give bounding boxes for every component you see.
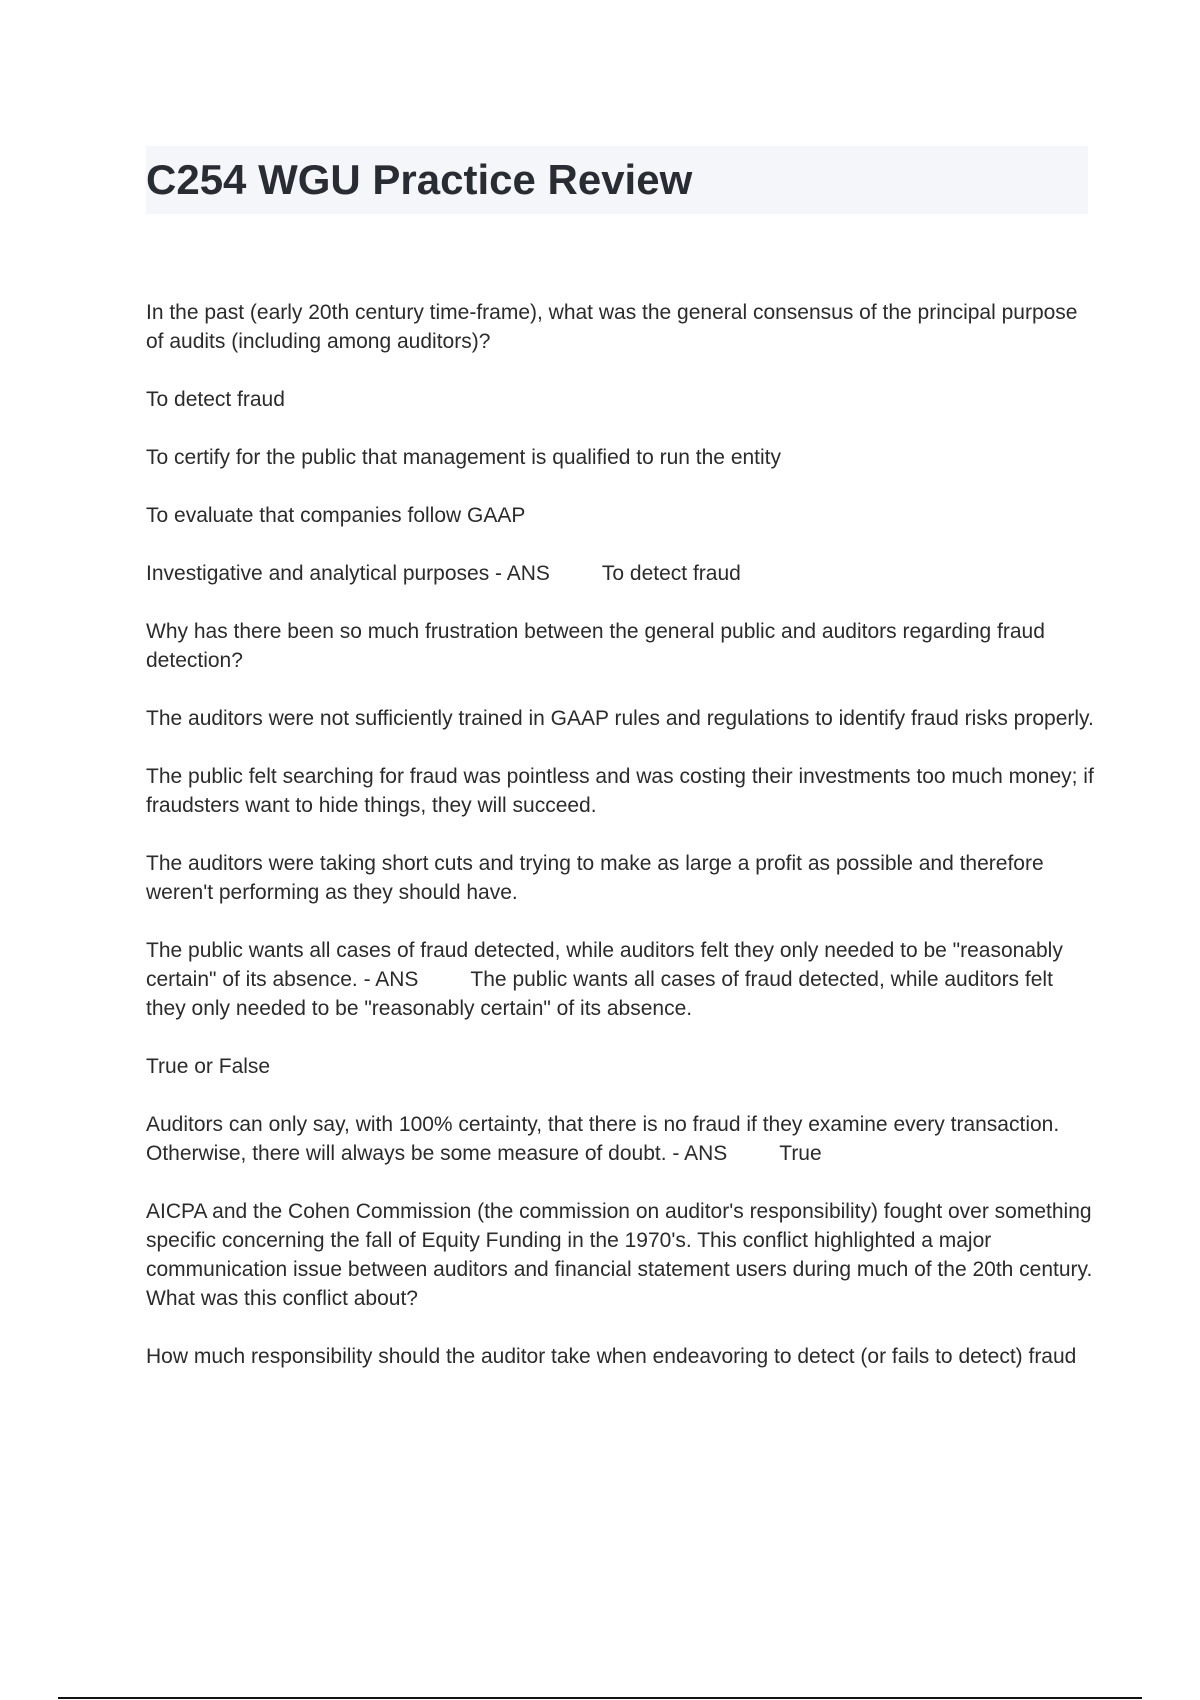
question-3-statement: Auditors can only say, with 100% certainty, that there is no fraud if they examine every transaction. Otherwise, there will always be some measure of doubt. - ANS	[146, 1113, 1060, 1165]
question-1-option-4: Investigative and analytical purposes - ANS	[146, 562, 550, 585]
question-2-option-1: The auditors were not sufficiently trained in GAAP rules and regulations to identify fraud risks properly.	[146, 707, 1094, 730]
question-1-text: In the past (early 20th century time-frame), what was the general consensus of the principal purpose of audits (including among auditors)?	[146, 301, 1078, 353]
question-2-option-4-with-answer	[146, 936, 1096, 1023]
question-1-answer: To detect fraud	[601, 562, 741, 585]
document-body	[146, 298, 1096, 1400]
question-3-answer: True	[779, 1142, 822, 1165]
question-1-option-3: To evaluate that companies follow GAAP	[146, 504, 526, 527]
question-3-statement-with-answer	[146, 1110, 1096, 1168]
title-banner	[146, 146, 1088, 214]
footer-divider	[58, 1697, 1142, 1699]
question-1-option-2: To certify for the public that management is qualified to run the entity	[146, 446, 782, 469]
question-4-text: AICPA and the Cohen Commission (the commission on auditor's responsibility) fought over something specific concerning the fall of Equity Funding in the 1970's. This conflict highlighted a major communication issue between auditors and financial statement users during much of the 20th century. What was this conflict about?	[146, 1200, 1093, 1310]
question-2-text: Why has there been so much frustration between the general public and auditors regarding fraud detection?	[146, 620, 1045, 672]
question-3-prompt: True or False	[146, 1055, 271, 1078]
question-1-option-1: To detect fraud	[146, 388, 285, 411]
question-4-option-1: How much responsibility should the auditor take when endeavoring to detect (or fails to detect) fraud	[146, 1345, 1077, 1368]
question-2-option-3: The auditors were taking short cuts and trying to make as large a profit as possible and therefore weren't performing as they should have.	[146, 852, 1044, 904]
question-2-option-4: The public wants all cases of fraud detected, while auditors felt they only needed to be "reasonably certain" of its absence. - ANS	[146, 939, 1063, 991]
question-1-option-4-with-answer	[146, 559, 1096, 588]
question-2-option-2: The public felt searching for fraud was pointless and was costing their investments too much money; if fraudsters want to hide things, they will succeed.	[146, 765, 1094, 817]
page-title: C254 WGU Practice Review	[146, 156, 693, 203]
question-2-answer: The public wants all cases of fraud detected, while auditors felt they only needed to be "reasonably certain" of its absence.	[146, 968, 1053, 1020]
